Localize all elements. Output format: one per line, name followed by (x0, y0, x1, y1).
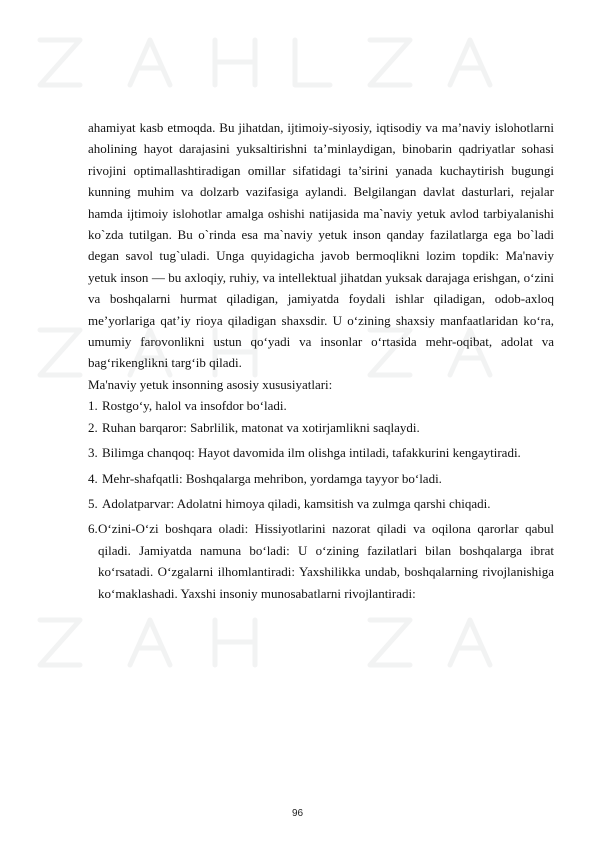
list-item-number: 5. (88, 495, 98, 511)
page-number: 96 (291, 808, 304, 819)
list-item-text: Mehr-shafqatli: Boshqalarga mehribon, yordamga tayyor bo‘ladi. (102, 470, 442, 486)
document-body (88, 117, 554, 604)
list-item (88, 518, 554, 604)
list-item-text: O‘zini-O‘zi boshqara oladi: Hissiyotlarini nazorat qiladi va oqilona qarorlar qabul qiladi. Jamiyatda namuna bo‘ladi: U o‘zining fazilatlari bilan boshqalarga ibrat ko‘rsatadi. O‘zgalarni ilhomlantiradi: Yaxshilikka undab, boshqalarning rivojlanishiga ko‘maklashadi. Yaxshi insoniy munosabatlarni rivojlantiradi: (98, 521, 554, 601)
list-item-number: 2. (88, 419, 98, 435)
list-item (88, 468, 554, 489)
list-heading: Ma'naviy yetuk insonning asosiy xususiyatlari: (88, 376, 333, 392)
list-item (88, 395, 554, 416)
list-item-number: 6. (88, 521, 98, 537)
list-item-text: Adolatparvar: Adolatni himoya qiladi, kamsitish va zulmga qarshi chiqadi. (102, 495, 491, 511)
list-item-text: Rostgo‘y, halol va insofdor bo‘ladi. (102, 398, 287, 414)
list-item-text: Bilimga chanqoq: Hayot davomida ilm olishga intiladi, tafakkurini kengaytiradi. (102, 445, 521, 461)
list-item (88, 493, 554, 514)
list-item-number: 4. (88, 470, 98, 486)
list-item (88, 442, 554, 463)
body-paragraph: ahamiyat kasb etmoqda. Bu jihatdan, ijtimoiy-siyosiy, iqtisodiy va ma’naviy islohotlarni aholining hayot darajasini yuksaltirishni ta’minlaydigan, binobarin qadriyatlar sohasi rivojini optimallashtiradigan omillar sifatidagi ta’sirini yanada kuchaytirish bugungi kunning muhim va dolzarb vazifasiga aylandi. Belgilangan davlat dasturlari, rejalar hamda ijtimoiy islohotlar amalga oshishi natijasida ma`naviy yetuk avlod tarbiyalanishi ko`zda tutilgan. Bu o`rinda esa ma`naviy yetuk inson qanday fazilatlarga ega bo`ladi degan savol tug`uladi. Unga quyidagicha javob bermoqlikni lozim topdik: Ma'naviy yetuk inson — bu axloqiy, ruhiy, va intellektual jihatdan yuksak darajaga erishgan, o‘zini va boshqalarni hurmat qiladigan, jamiyatda foydali ishlar qiladigan, odob-axloq me’yorlariga qat’iy rioya qiladigan shaxsdir. U o‘zining shaxsiy manfaatlaridan ko‘ra, umumiy farovonlikni ustun qo‘yadi va insonlar o‘rtasida mehr-oqibat, adolat va bag‘rikenglikni targ‘ib qiladi. (88, 120, 554, 371)
list-item (88, 417, 554, 438)
list-item-text: Ruhan barqaror: Sabrlilik, matonat va xotirjamlikni saqlaydi. (102, 419, 420, 435)
list-item-number: 3. (88, 445, 98, 461)
list-item-number: 1. (88, 398, 98, 414)
